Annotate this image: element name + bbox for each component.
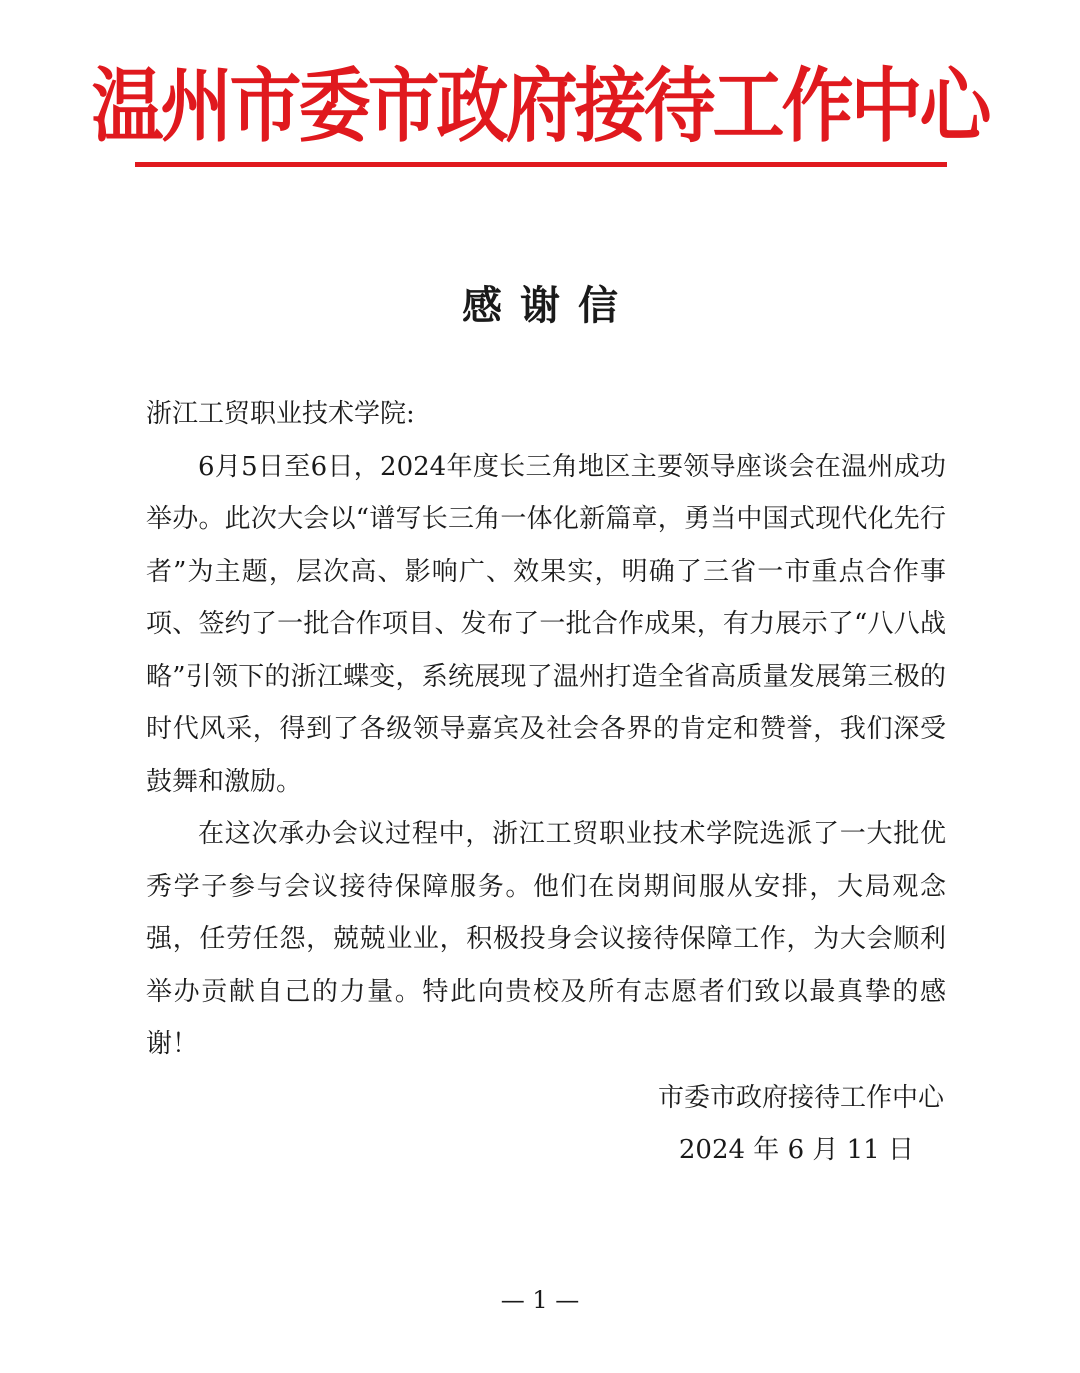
letter-title: 感谢信 xyxy=(462,282,636,329)
letter-paragraph-1: 6月5日至6日，2024年度长三角地区主要领导座谈会在温州成功举办。此次大会以“谱写长三角一体化新篇章，勇当中国式现代化先行者”为主题，层次高、影响广、效果实，明确了三省一市重点合作事项、签约了一批合作项目、发布了一批合作成果，有力展示了“八八战略”引领下的浙江蝶变，系统展现了温州打造全省高质量发展第三极的时代风采，得到了各级领导嘉宾及社会各界的肯定和赞誉，我们深受鼓舞和激励。 xyxy=(146,451,946,797)
letter-body xyxy=(146,388,946,1071)
page-number: — 1 — xyxy=(500,1286,580,1314)
letter-date: 2024 年 6 月 11 日 xyxy=(678,1135,914,1165)
letter-salutation: 浙江工贸职业技术学院: xyxy=(146,399,415,429)
letterhead-org-name: 温州市委市政府接待工作中心 xyxy=(91,57,989,153)
letter-paragraph-2: 在这次承办会议过程中，浙江工贸职业技术学院选派了一大批优秀学子参与会议接待保障服务。他们在岗期间服从安排，大局观念强，任劳任怨，兢兢业业，积极投身会议接待保障工作，为大会顺利举办贡献自己的力量。特此向贵校及所有志愿者们致以最真挚的感谢！ xyxy=(146,819,946,1059)
letterhead-red-rule xyxy=(135,162,947,167)
letter-signature: 市委市政府接待工作中心 xyxy=(657,1083,944,1113)
